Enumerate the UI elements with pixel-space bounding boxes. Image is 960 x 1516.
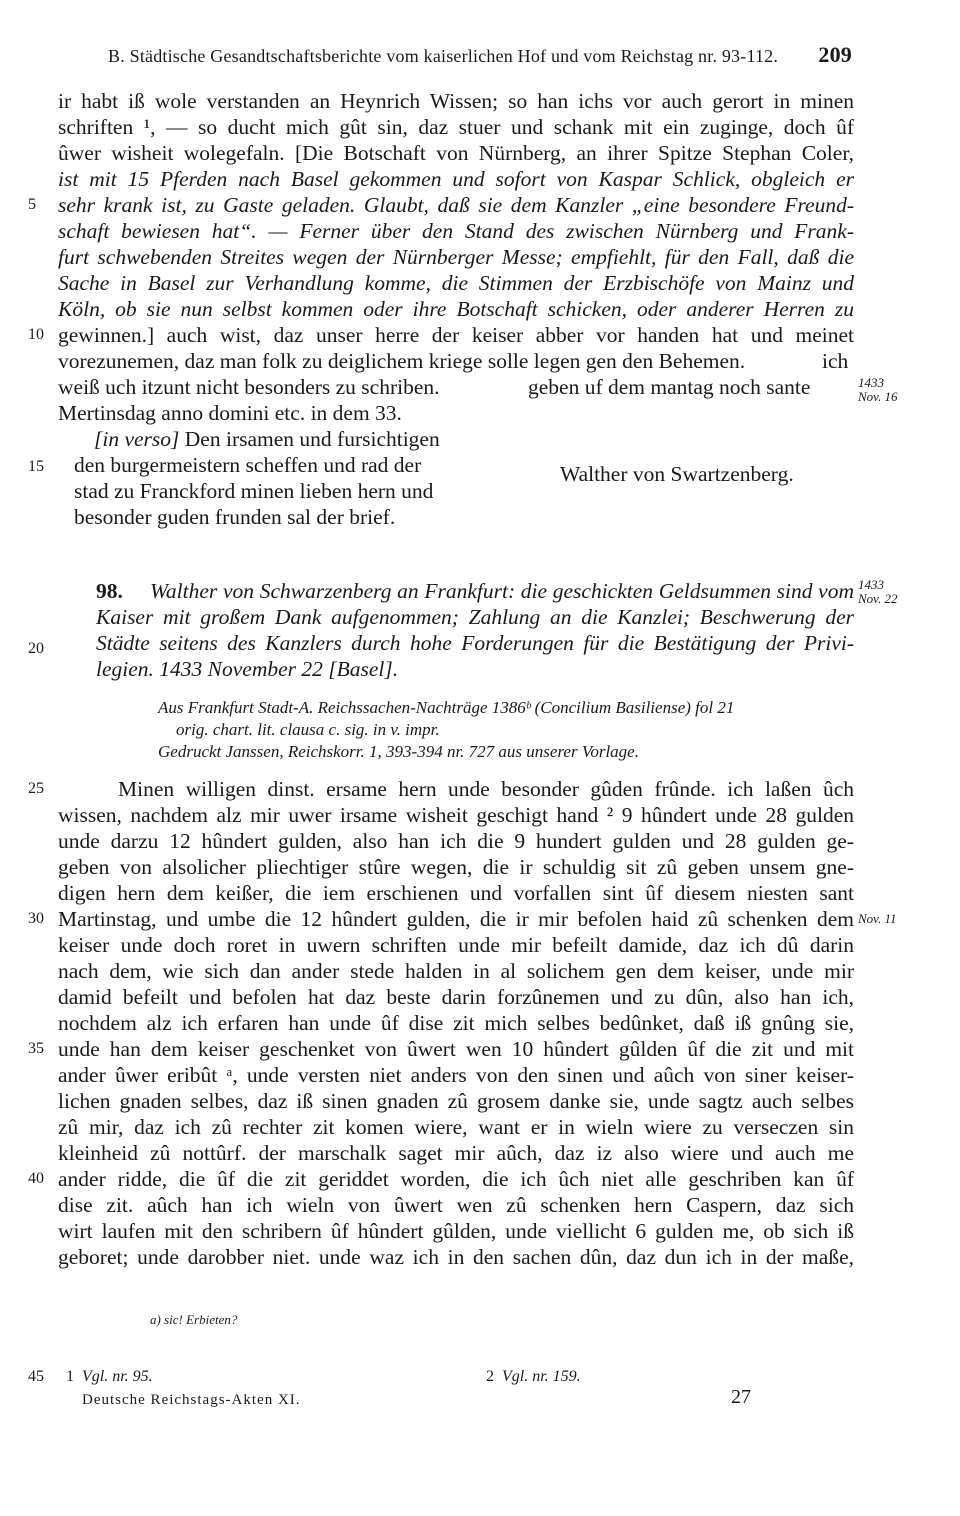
address-line: stad zu Franckford minen lieben hern und: [74, 479, 434, 503]
text-line: damid befeilt und befolen hat daz beste darin forzûnemen und zu dûn, also han ich,: [58, 985, 854, 1009]
text-line: geben uf dem mantag noch sante: [528, 375, 811, 399]
text-line: Mertinsdag anno domini etc. in dem 33.: [58, 401, 402, 425]
source-line: Gedruckt Janssen, Reichskorr. 1, 393-394 nr. 727 aus unserer Vorlage.: [158, 742, 639, 761]
document-number: 98.: [96, 579, 123, 603]
footnote: 2 Vgl. nr. 159.: [486, 1368, 581, 1385]
text-line: sehr krank ist, zu Gaste geladen. Glaubt, daß sie dem Kanzler „eine besondere Freund-: [58, 193, 854, 217]
text-line: lichen gnaden selbes, daz iß sinen gnaden zû grosem danke sie, unde sagtz auch selbes: [58, 1089, 854, 1113]
folio-number: 27: [731, 1386, 751, 1408]
text-line: ander ûwer eribût ᵃ, unde versten niet anders von den sinen und aûch von siner keiser-: [58, 1063, 854, 1087]
address-line: den burgermeistern scheffen und rad der: [74, 453, 422, 477]
text-line: schaft bewiesen hat“. — Ferner über den Stand des zwischen Nürnberg und Frank-: [58, 219, 854, 243]
text-line: Köln, ob sie nun selbst kommen oder ihre Botschaft schicken, oder anderer Herren zu: [58, 297, 854, 321]
text-line: dise zit. aûch han ich wieln von ûwert wen zû schenken hern Caspern, daz sich: [58, 1193, 854, 1217]
line-number: 20: [28, 640, 44, 657]
text-line: ander ridde, die ûf die zit geriddet worden, die ich ûch niet alle geschriben kan ûf: [58, 1167, 854, 1191]
text-line: ist mit 15 Pferden nach Basel gekommen und sofort von Kaspar Schlick, obgleich er: [58, 167, 854, 191]
address-line: [94, 426, 440, 452]
text-line: unde han dem keiser geschenket von ûwert wen 10 hûndert gûlden ûf die zit und mit: [58, 1037, 854, 1061]
line-number: 10: [28, 326, 44, 343]
text-line: nach dem, wie sich dan ander stede halden in al solichem gen dem keiser, unde mir: [58, 959, 854, 983]
rubric-line: Kaiser mit großem Dank aufgenommen; Zahlung an die Kanzlei; Beschwerung der: [96, 605, 854, 629]
text-line: ir habt iß wole verstanden an Heynrich Wissen; so han ichs vor auch gerort in minen: [58, 89, 854, 113]
address-text: Den irsamen und fursichtigen: [184, 427, 440, 451]
text-line: weiß uch itzunt nicht besonders zu schriben.: [58, 375, 440, 399]
line-number: 25: [28, 780, 44, 797]
text-line: digen hern dem keißer, die iem erschienen und vorfallen sint ûf diesem niesten sant: [58, 881, 854, 905]
text-line: geboret; unde darobber niet. unde waz ich in den sachen dûn, daz dun ich in der maße,: [58, 1245, 854, 1269]
text-line: geben von alsolicher pliechtiger stûre wegen, die ir schuldig sit zû geben unsem gne-: [58, 855, 854, 879]
text-line: wirt laufen mit den schribern ûf hûndert gûlden, unde viellicht 6 gulden me, ob sich iß: [58, 1219, 854, 1243]
text-line: schriften ¹, — so ducht mich gût sin, daz stuer und schank mit ein zuginge, doch ûf: [58, 115, 854, 139]
rubric-line: legien. 1433 November 22 [Basel].: [96, 657, 399, 681]
rubric-line: Städte seitens des Kanzlers durch hohe Forderungen für die Bestätigung der Privi-: [96, 631, 854, 655]
textual-note: a) sic! Erbieten?: [150, 1312, 238, 1327]
text-line: gewinnen.] auch wist, daz unser herre der keiser abber vor handen hat und meinet: [58, 323, 854, 347]
running-header: [108, 42, 852, 67]
text-line: keiser unde doch roret in uwern schriften unde mir befeilt damide, daz ich dû darin: [58, 933, 854, 957]
text-line: wissen, nachdem alz mir uwer irsame wisheit geschigt hand ² 9 hûndert unde 28 gulden: [58, 803, 854, 827]
text-line: Minen willigen dinst. ersame hern unde besonder gûden frûnde. ich laßen ûch: [118, 777, 854, 801]
rubric-line: Walther von Schwarzenberg an Frankfurt: die geschickten Geldsummen sind vom: [150, 579, 854, 603]
running-title: B. Städtische Gesandtschaftsberichte vom kaiserlichen Hof und vom Reichstag nr. 93-112.: [108, 46, 779, 66]
address-line: besonder guden frunden sal der brief.: [74, 505, 396, 529]
margin-date: 1433 Nov. 16: [858, 375, 898, 404]
line-number: 35: [28, 1040, 44, 1057]
text-line: furt schwebenden Streites wegen der Nürnberger Messe; empfiehlt, für den Fall, daß die: [58, 245, 854, 269]
signature: Walther von Swartzenberg.: [560, 462, 794, 486]
source-line: Aus Frankfurt Stadt-A. Reichssachen-Nachträge 1386ᵇ (Concilium Basiliense) fol 21: [158, 698, 735, 717]
footnote: 1 Vgl. nr. 95.: [66, 1368, 153, 1385]
text-line: zû mir, daz ich zû rechter zit komen wiere, want er in wieln wiere zu verseczen sin: [58, 1115, 854, 1139]
line-number: 30: [28, 910, 44, 927]
text-line: vorezunemen, daz man folk zu deiglichem kriege solle legen gen den Behemen.: [58, 349, 746, 373]
text-line: ûwer wisheit wolegefaln. [Die Botschaft von Nürnberg, an ihrer Spitze Stephan Coler,: [58, 141, 854, 165]
margin-date: Nov. 11: [858, 911, 897, 926]
line-number: 5: [28, 196, 36, 213]
text-line: kleinheid zû nottûrf. der marschalk saget mir aûch, daz iz also wiere und auch me: [58, 1141, 854, 1165]
page-number: 209: [818, 42, 852, 67]
text-line: ich: [822, 349, 849, 373]
source-line: orig. chart. lit. clausa c. sig. in v. impr.: [176, 720, 440, 739]
margin-date: 1433 Nov. 22: [858, 577, 898, 606]
text-line: nochdem alz ich erfaren han unde ûf dise zit mich selbes bedûnket, daß iß gnûng sie,: [58, 1011, 854, 1035]
line-number: 15: [28, 458, 44, 475]
text-line: Sache in Basel zur Verhandlung komme, die Stimmen der Erzbischöfe von Mainz und: [58, 271, 854, 295]
line-number: 40: [28, 1170, 44, 1187]
text-line: unde darzu 12 hûndert gulden, also han ich die 9 hundert gulden und 28 gulden ge-: [58, 829, 854, 853]
volume-footer: Deutsche Reichstags-Akten XI.: [82, 1392, 301, 1408]
in-verso-note: [in verso]: [94, 427, 180, 451]
text-line: Martinstag, und umbe die 12 hûndert gulden, die ir mir befolen haid zû schenken dem: [58, 907, 854, 931]
line-number: 45: [28, 1368, 44, 1385]
